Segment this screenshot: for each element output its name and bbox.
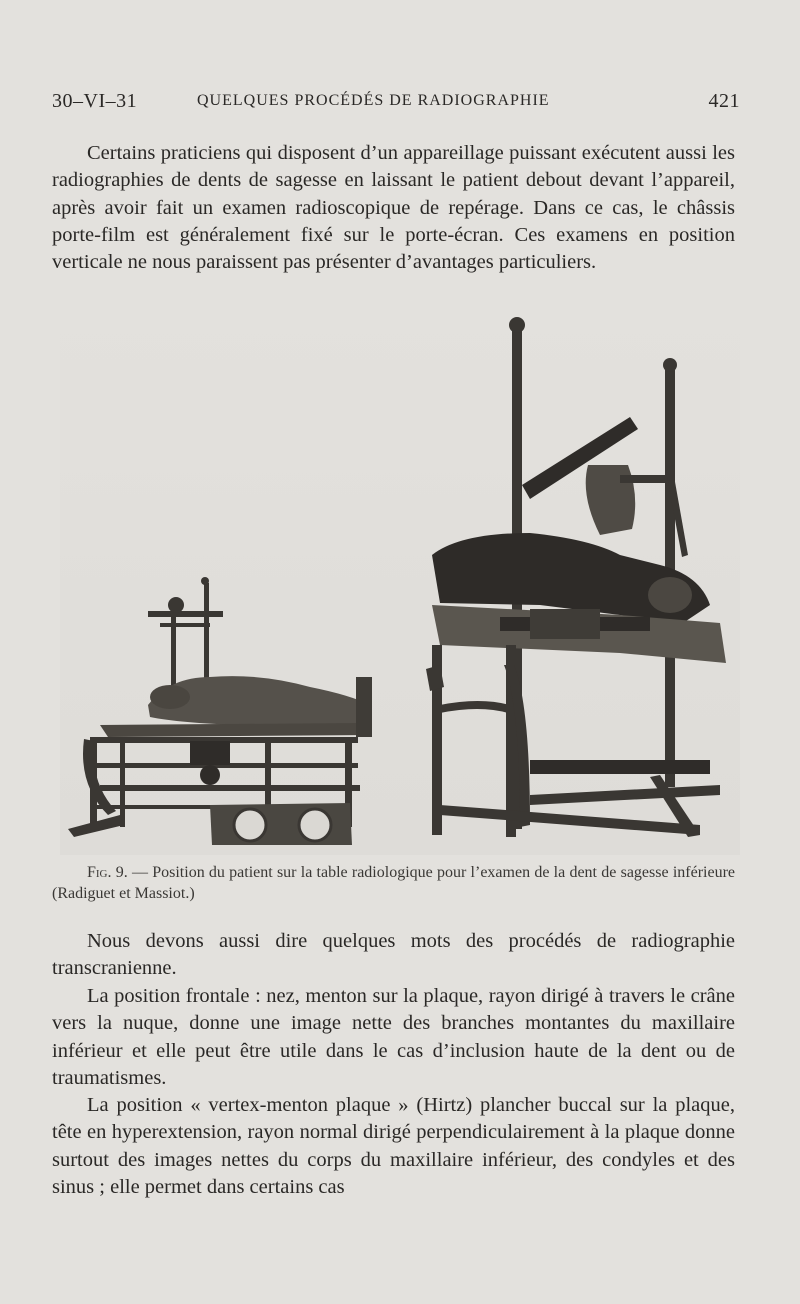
page-number: 421 xyxy=(708,90,740,112)
paragraph-vertex-menton: La position « vertex-menton plaque » (Hirtz) plancher buccal sur la plaque, tête en hyperextension, rayon normal dirigé perpendiculairement à la plaque donne surtout des images nettes du corps du maxillaire inférieur, des condyles et des sinus ; elle permet dans certains cas xyxy=(52,1094,735,1198)
paragraph-transcranial: Nous devons aussi dire quelques mots des procédés de radiographie transcranienne. xyxy=(52,930,735,980)
radiology-apparatus-photograph xyxy=(60,305,740,855)
figure-caption xyxy=(52,862,735,904)
paragraph-upright-examination: Certains praticiens qui disposent d’un appareillage puissant exécutent aussi les radiographies de dents de sagesse en laissant le patient debout devant l’appareil, après avoir fait un examen radioscopique de repérage. Dans ce cas, le châssis porte-film est généralement fixé sur le porte-écran. Ces examens en position verticale ne nous paraissent pas présenter d’avantages particuliers. xyxy=(52,142,735,274)
figure-radiology-tables xyxy=(60,305,740,855)
running-head-date: 30–VI–31 xyxy=(52,90,138,112)
running-head-title: QUELQUES PROCÉDÉS DE RADIOGRAPHIE xyxy=(197,92,550,109)
figure-caption-text: — Position du patient sur la table radiologique pour l’examen de la dent de sagesse inférieure (Radiguet et Massiot.) xyxy=(52,864,735,902)
running-head xyxy=(52,90,740,118)
paragraph-frontal-position: La position frontale : nez, menton sur la plaque, rayon dirigé à travers le crâne vers la nuque, donne une image nette des branches montantes du maxillaire inférieur et elle peut être utile dans le cas d’inclusion haute de la dent ou de traumatismes. xyxy=(52,985,735,1089)
figure-label: Fig. 9. xyxy=(87,864,128,881)
